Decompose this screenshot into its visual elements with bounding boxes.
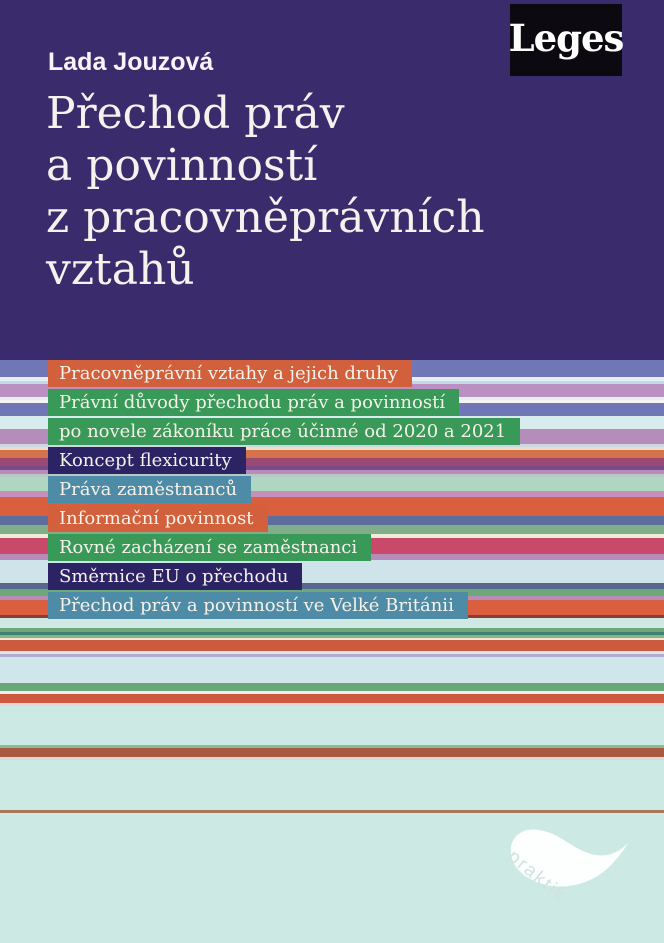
background-stripe [0,450,664,458]
background-stripe [0,403,664,416]
background-stripe [0,458,664,466]
praktik-logo [503,824,633,908]
topic-label: Směrnice EU o přechodu [48,563,302,590]
background-stripe [0,538,664,554]
background-stripe [0,760,664,810]
background-stripe [0,560,664,583]
background-stripe [0,497,664,516]
background-stripe [0,525,664,534]
book-title [46,88,485,296]
topic-label: Rovné zacházení se zaměstnanci [48,534,371,561]
background-stripe [0,429,664,444]
topic-label: Přechod práv a povinností ve Velké Británii [48,592,468,619]
background-stripe [0,589,664,596]
background-stripe [0,683,664,691]
topic-label: Informační povinnost [48,505,268,532]
topic-label: Koncept flexicurity [48,447,246,474]
title-line-3: z pracovněprávních [46,192,485,243]
topic-label: Práva zaměstnanců [48,476,251,503]
topic-label: Pracovněprávní vztahy a jejich druhy [48,360,412,387]
background-stripe [0,748,664,757]
title-line-2: a povinností [46,140,318,191]
background-stripe [0,706,664,745]
background-stripe [0,618,664,628]
background-stripe [0,384,664,397]
praktik-logo-text: praktik [503,846,571,908]
publisher-logo-box [510,4,622,76]
background-stripe [0,416,664,429]
cover-header [0,0,664,360]
author-name: Lada Jouzová [48,48,214,76]
publisher-logo-text: Leges [508,16,624,60]
topic-label: po novele zákoníku práce účinné od 2020 a 2021 [48,418,520,445]
background-stripe [0,600,664,615]
background-stripe [0,516,664,525]
title-line-4: vztahů [46,244,195,295]
topic-label: Právní důvody přechodu práv a povinností [48,389,459,416]
background-stripe [0,640,664,651]
background-stripe [0,477,664,491]
background-stripe [0,360,664,377]
background-stripe [0,694,664,703]
title-line-1: Přechod práv [46,88,345,139]
background-stripe [0,657,664,683]
